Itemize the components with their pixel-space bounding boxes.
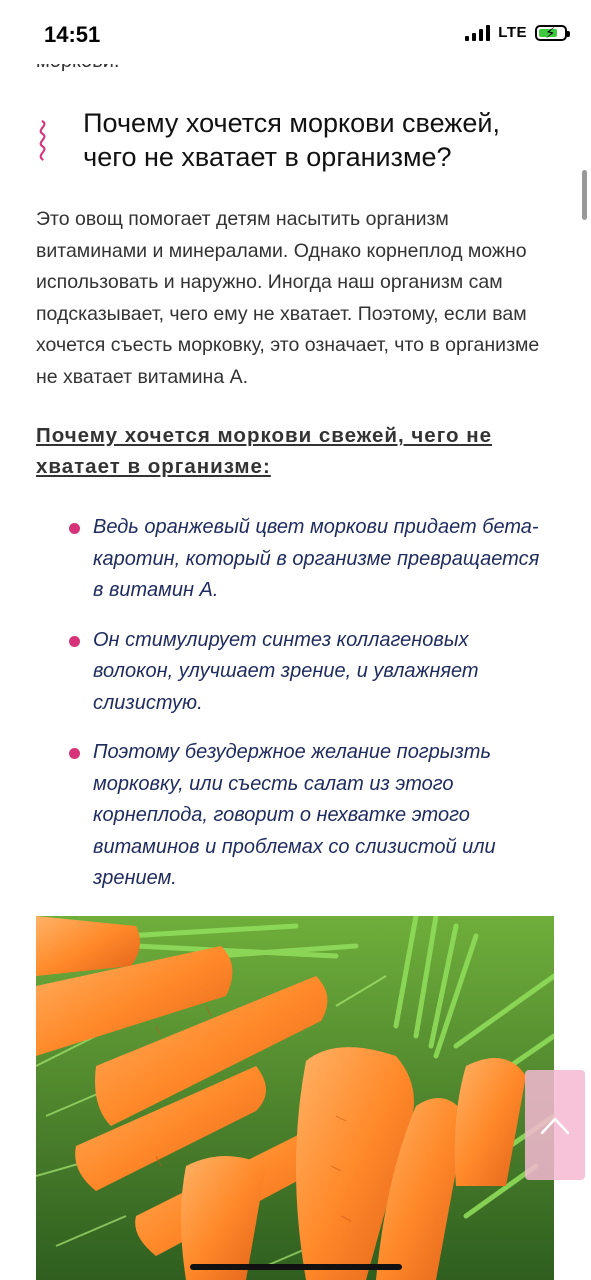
- carrots-image: [36, 916, 554, 1280]
- list-item: Поэтому безудержное желание погрызть морковку, или съесть салат из этого корнеплода, говорит о нехватке этого витаминов и проблемах со слизистой или зрением.: [66, 737, 551, 895]
- chevron-up-icon: [538, 1113, 572, 1137]
- intro-paragraph: Это овощ помогает детям насытить организм витаминами и минералами. Однако корнеплод можно использовать и наружно. Иногда наш организм сам подсказывает, чего ему не хватает. Поэтому, если вам хочется съесть морковку, это означает, что в организме не хватает витамина А.: [36, 208, 540, 388]
- bullet-list: [66, 512, 551, 913]
- battery-charging-icon: ⚡: [535, 25, 567, 41]
- signal-icon: [465, 25, 490, 41]
- subheading: Почему хочется моркови свежей, чего не хватает в организме:: [36, 424, 492, 478]
- bullet-dot-icon: [69, 523, 80, 534]
- status-bar: [0, 0, 591, 64]
- scroll-to-top-button[interactable]: [525, 1070, 585, 1180]
- network-type: LTE: [498, 24, 527, 41]
- carrots-photo: [36, 916, 554, 1280]
- bullet-dot-icon: [69, 636, 80, 647]
- status-icons: [465, 24, 567, 41]
- section-title: Почему хочется моркови свежей, чего не хватает в организме?: [83, 108, 500, 172]
- bullet-dot-icon: [69, 748, 80, 759]
- list-item: Ведь оранжевый цвет моркови придает бета-каротин, который в организме превращается в витамин А.: [66, 512, 551, 607]
- status-time: 14:51: [44, 22, 101, 47]
- list-item: Он стимулирует синтез коллагеновых волокон, улучшает зрение, и увлажняет слизистую.: [66, 625, 551, 720]
- section-heading: [36, 106, 556, 176]
- scrollbar[interactable]: [582, 170, 587, 220]
- squiggle-decoration-icon: [36, 106, 49, 176]
- home-indicator[interactable]: [190, 1264, 402, 1270]
